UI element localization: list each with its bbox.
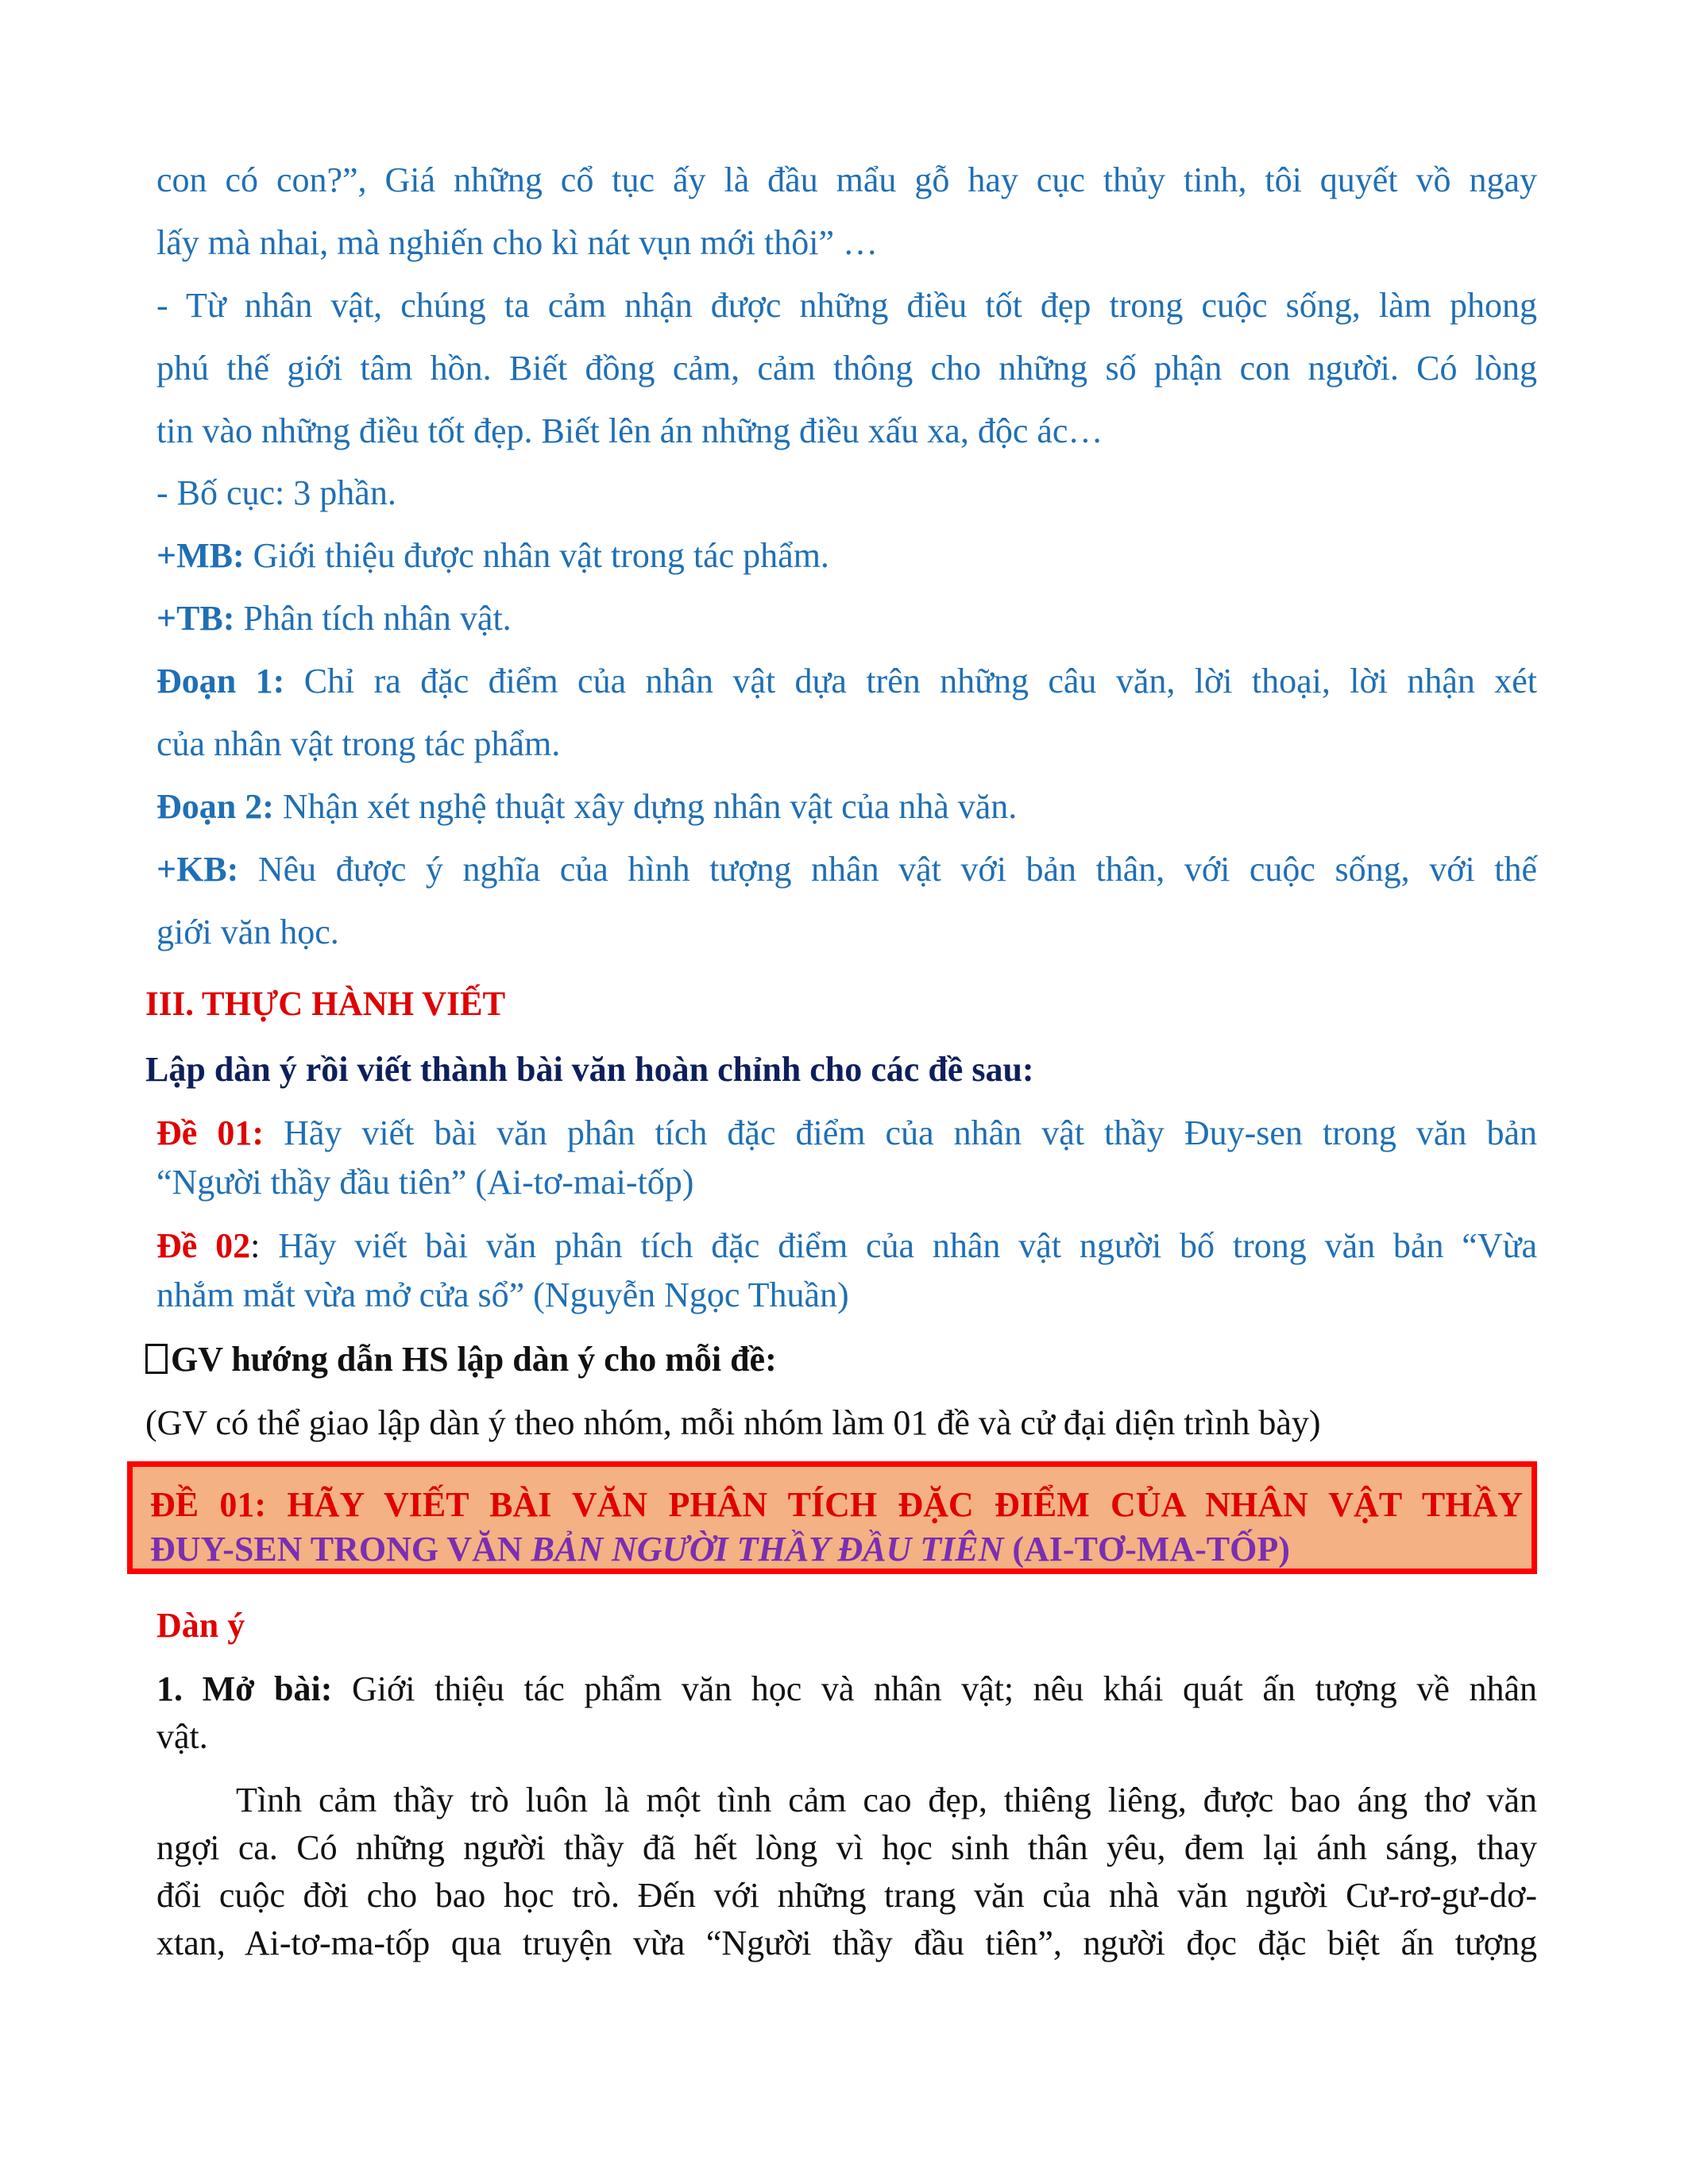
- outline-heading: [156, 1603, 1537, 1649]
- de2-label: Đề 02: [156, 1226, 251, 1265]
- instruction-text: Lập dàn ý rồi viết thành bài văn hoàn chỉnh cho các đề sau:: [145, 1050, 1034, 1089]
- de1-label: Đề 01:: [156, 1113, 265, 1152]
- doan2-label: Đoạn 2:: [156, 787, 274, 826]
- doan1-line-2: của nhân vật trong tác phẩm.: [156, 724, 561, 763]
- kb-line: [156, 847, 1537, 893]
- topic-box-title: BẢN NGƯỜI THẦY ĐẦU TIÊN: [531, 1530, 1004, 1569]
- mb-line: [156, 533, 1537, 579]
- intro-line-4: phú thế giới tâm hồn. Biết đồng cảm, cảm thông cho những số phận con người. Có lòng: [156, 349, 1537, 388]
- gv-guide-text: GV hướng dẫn HS lập dàn ý cho mỗi đề:: [171, 1340, 777, 1379]
- kb-label: +KB:: [156, 850, 239, 889]
- de1-line: [156, 1110, 1537, 1156]
- topic-box-l2a: ĐUY-SEN TRONG VĂN: [150, 1530, 531, 1569]
- mo-bai-line: [156, 1666, 1537, 1712]
- outline-heading-text: Dàn ý: [156, 1606, 245, 1645]
- doan2-line: [156, 784, 1537, 830]
- de2-line-2: nhắm mắt vừa mở cửa sổ” (Nguyễn Ngọc Thuần): [156, 1275, 849, 1314]
- paragraph-line-4: xtan, Ai-tơ-ma-tốp qua truyện vừa “Người thầy đầu tiên”, người đọc đặc biệt ấn tượng: [156, 1924, 1537, 1962]
- topic-box-line-2: [150, 1527, 1523, 1572]
- doan1-line: [156, 658, 1537, 704]
- gv-note: (GV có thể giao lập dàn ý theo nhóm, mỗi nhóm làm 01 đề và cử đại diện trình bày): [145, 1403, 1321, 1442]
- de2-text: Hãy viết bài văn phân tích đặc điểm của nhân vật người bố trong văn bản “Vừa: [260, 1226, 1537, 1265]
- topic-box-line-1: [150, 1483, 1523, 1527]
- mb-text: Giới thiệu được nhân vật trong tác phẩm.: [244, 536, 829, 575]
- kb-line-2: giới văn học.: [156, 913, 339, 951]
- topic-box: [127, 1461, 1537, 1574]
- mo-bai-text: Giới thiệu tác phẩm văn học và nhân vật; nêu khái quát ấn tượng về nhân: [332, 1669, 1537, 1708]
- paragraph-line-2: ngợi ca. Có những người thầy đã hết lòng vì học sinh thân yêu, đem lại ánh sáng, thay: [156, 1828, 1537, 1867]
- de2-colon: :: [250, 1226, 261, 1265]
- gv-guide: [145, 1337, 1526, 1383]
- topic-box-line-1-text: ĐỀ 01: HÃY VIẾT BÀI VĂN PHÂN TÍCH ĐẶC ĐIỂM CỦA NHÂN VẬT THẦY: [150, 1485, 1523, 1524]
- intro-line-5: tin vào những điều tốt đẹp. Biết lên án những điều xấu xa, độc ác…: [156, 411, 1103, 450]
- intro-line-2: lấy mà nhai, mà nghiến cho kì nát vụn mới thôi” …: [156, 223, 878, 262]
- mo-bai-label: 1. Mở bài:: [156, 1669, 333, 1708]
- tb-text: Phân tích nhân vật.: [234, 599, 512, 638]
- de1-text: Hãy viết bài văn phân tích đặc điểm của nhân vật thầy Đuy-sen trong văn bản: [264, 1113, 1537, 1152]
- doan2-text: Nhận xét nghệ thuật xây dựng nhân vật của nhà văn.: [273, 787, 1018, 826]
- section-heading-text: III. THỰC HÀNH VIẾT: [145, 986, 506, 1023]
- intro-line-3: - Từ nhân vật, chúng ta cảm nhận được những điều tốt đẹp trong cuộc sống, làm phong: [156, 286, 1537, 325]
- section-heading: [145, 982, 1526, 1028]
- topic-box-l2c: (AI-TƠ-MA-TỐP): [1003, 1530, 1290, 1569]
- intro-layout: - Bố cục: 3 phần.: [156, 473, 396, 512]
- tb-line: [156, 596, 1537, 642]
- instruction: [145, 1047, 1526, 1093]
- kb-text: Nêu được ý nghĩa của hình tượng nhân vật với bản thân, với cuộc sống, với thế: [238, 850, 1537, 889]
- tb-label: +TB:: [156, 599, 235, 638]
- pointing-hand-icon: [145, 1344, 168, 1374]
- intro-line-1: con có con?”, Giá những cổ tục ấy là đầu mẩu gỗ hay cục thủy tinh, tôi quyết vồ ngay: [156, 160, 1537, 199]
- doan1-label: Đoạn 1:: [156, 662, 285, 700]
- de2-line: [156, 1223, 1537, 1269]
- paragraph-line-3: đổi cuộc đời cho bao học trò. Đến với những trang văn của nhà văn người Cư-rơ-gư-dơ-: [156, 1876, 1537, 1915]
- paragraph-line-1: Tình cảm thầy trò luôn là một tình cảm cao đẹp, thiêng liêng, được bao áng thơ văn: [236, 1781, 1537, 1819]
- mo-bai-line-2: vật.: [156, 1717, 208, 1756]
- mb-label: +MB:: [156, 536, 245, 575]
- doan1-text: Chỉ ra đặc điểm của nhân vật dựa trên những câu văn, lời thoại, lời nhận xét: [284, 662, 1537, 700]
- de1-line-2: “Người thầy đầu tiên” (Ai-tơ-mai-tốp): [156, 1163, 694, 1202]
